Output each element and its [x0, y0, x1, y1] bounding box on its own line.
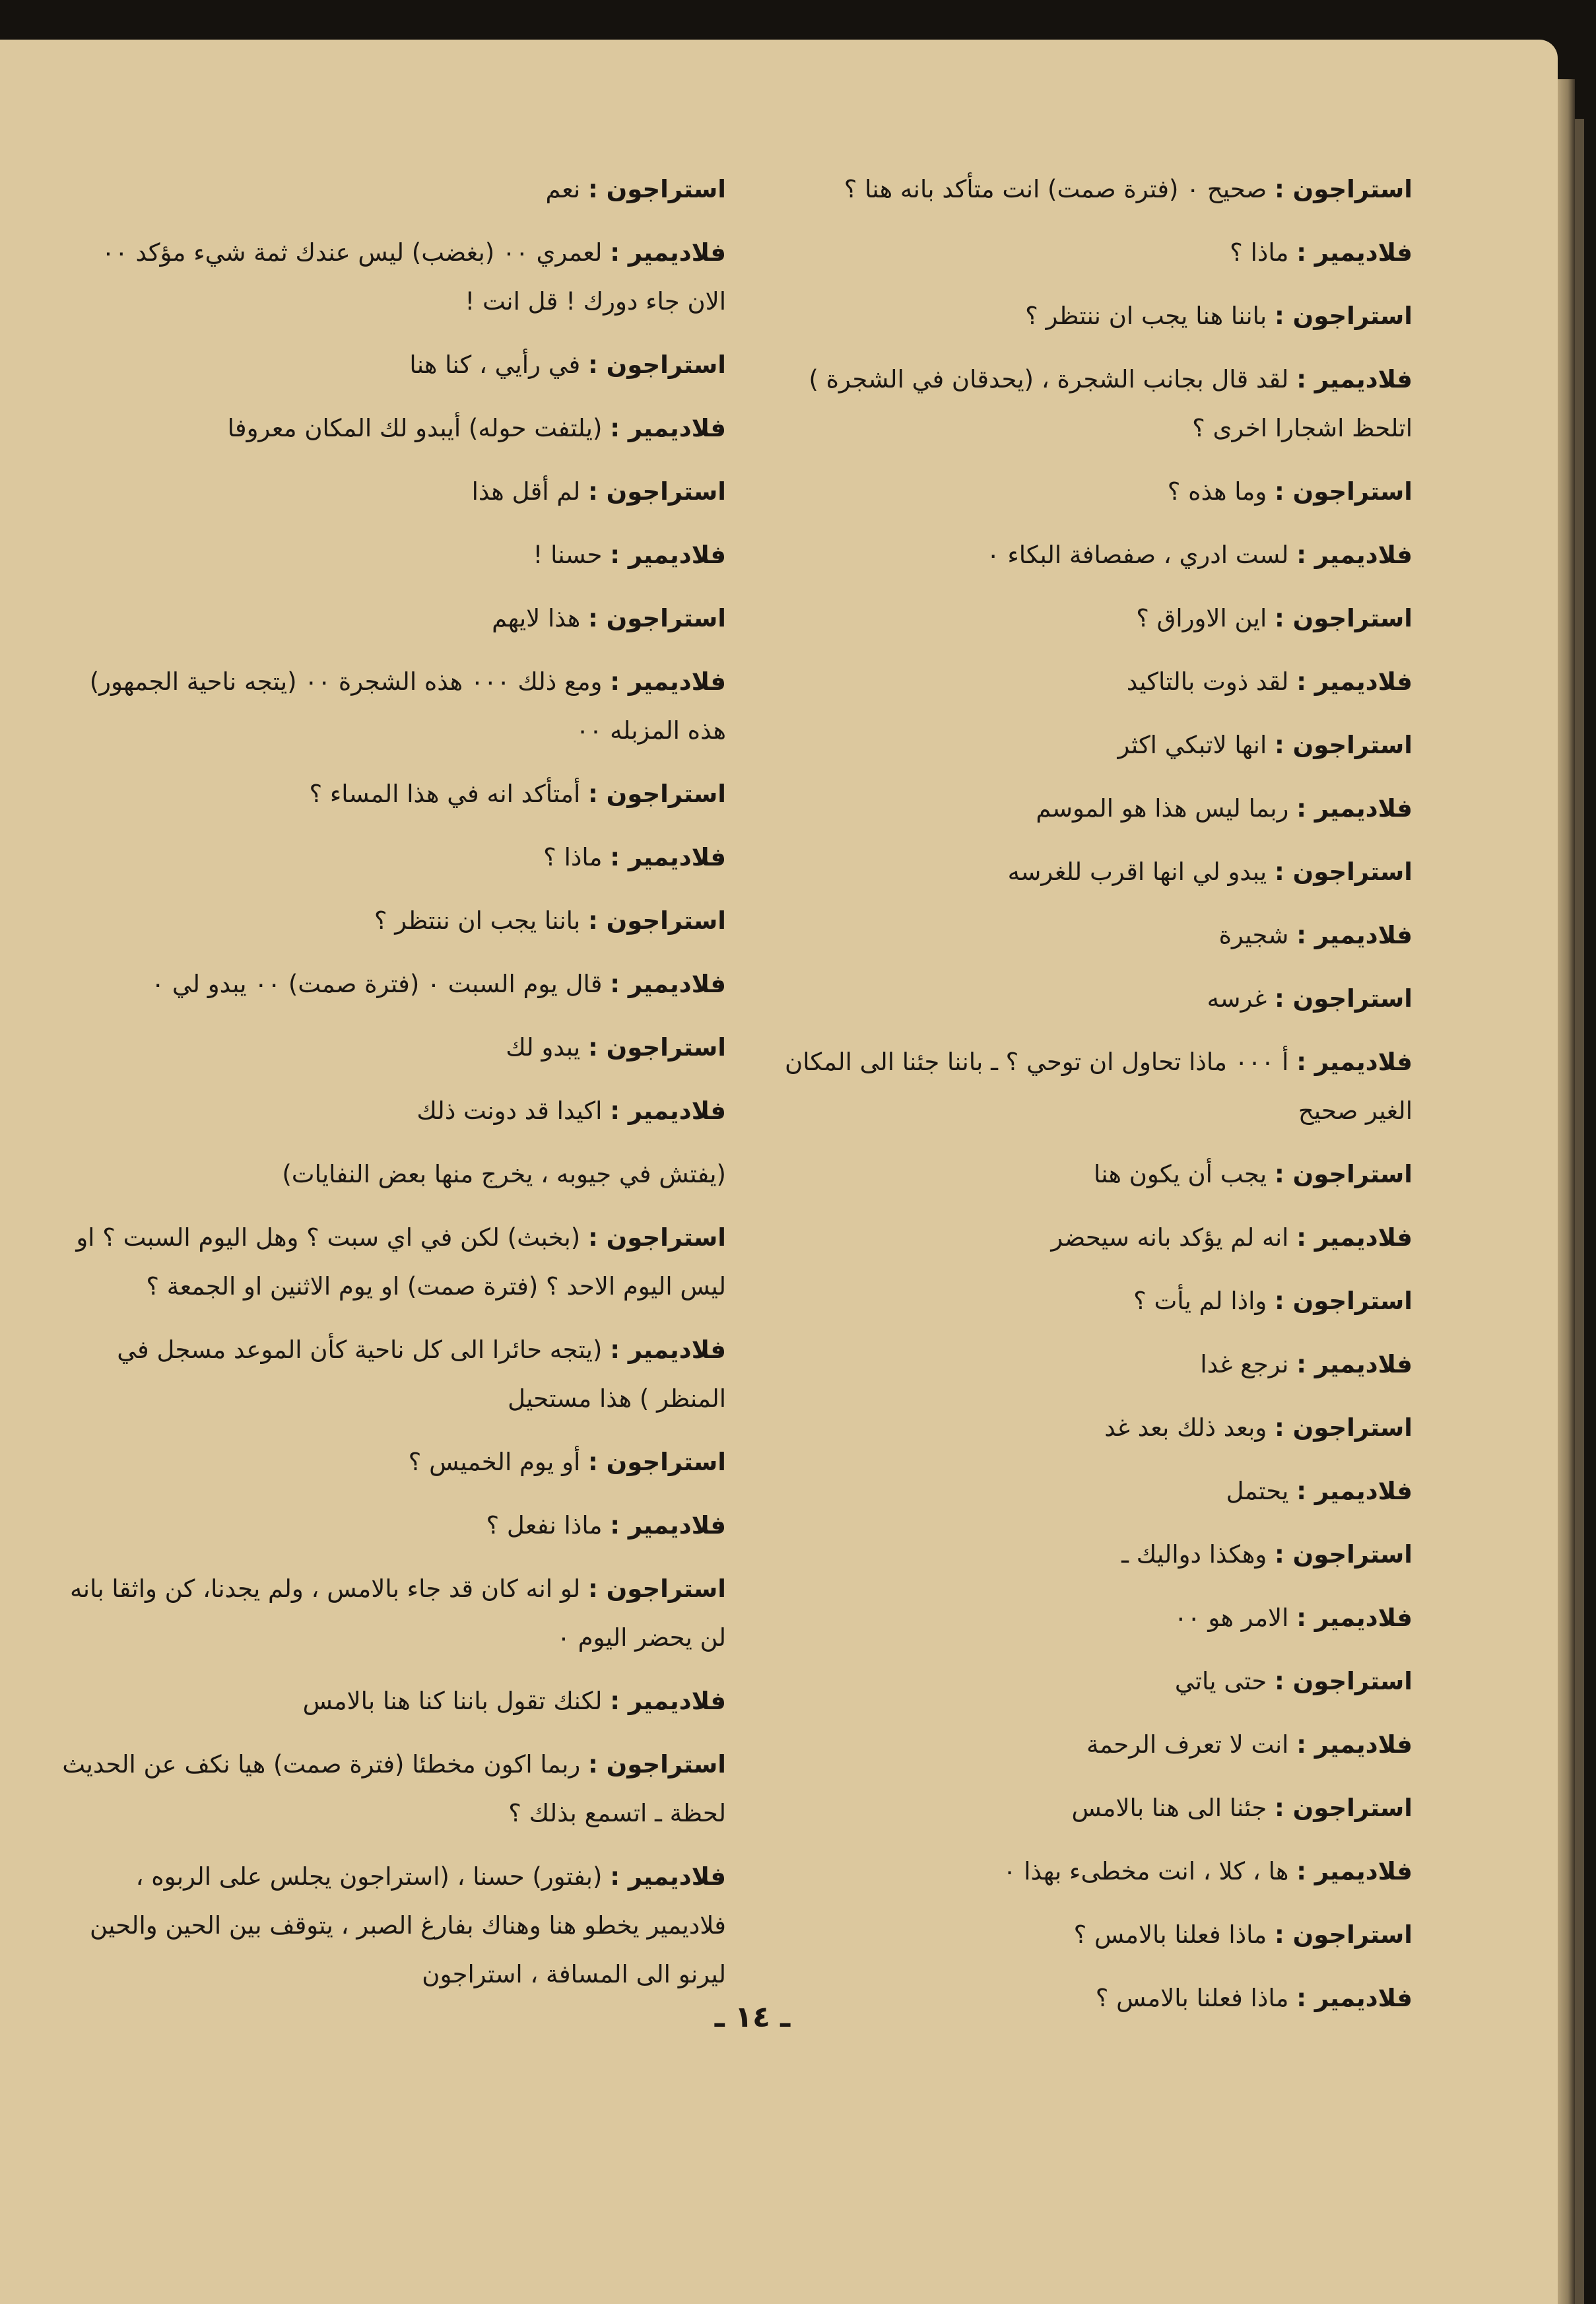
speaker-name: فلاديمير :	[1296, 794, 1413, 823]
line-text: يجب أن يكون هنا	[1094, 1160, 1267, 1188]
speaker-name: استراجون :	[588, 780, 726, 808]
dialogue-line	[766, 594, 1413, 643]
speaker-name: استراجون :	[1275, 1794, 1413, 1822]
speaker-name: فلاديمير :	[1296, 238, 1413, 267]
speaker-name: فلاديمير :	[1296, 1857, 1413, 1885]
speaker-name: فلاديمير :	[1296, 667, 1413, 696]
speaker-name: فلاديمير :	[1296, 1350, 1413, 1378]
line-text: (بخبث) لكن في اي سبت ؟ وهل اليوم السبت ؟ او ليس اليوم الاحد ؟ (فترة صمت) او يوم الاثنين او الجمعة ؟	[76, 1223, 726, 1301]
speaker-name: استراجون :	[1275, 604, 1413, 632]
line-text: اين الاوراق ؟	[1136, 604, 1267, 632]
line-text: انها لاتبكي اكثر	[1117, 731, 1267, 759]
speaker-name: فلاديمير :	[610, 541, 726, 569]
speaker-name: فلاديمير :	[1296, 1223, 1413, 1252]
dialogue-line	[59, 1565, 726, 1662]
line-text: يبدو لك	[506, 1033, 581, 1062]
stage-direction	[59, 1150, 726, 1199]
speaker-name: فلاديمير :	[1296, 1984, 1413, 2012]
dialogue-line	[59, 1023, 726, 1072]
line-text: لقد قال بجانب الشجرة ، (يحدقان في الشجرة ) اتلحظ اشجارا اخرى ؟	[809, 365, 1413, 442]
line-text: حتى ياتي	[1174, 1667, 1267, 1695]
left-column	[59, 165, 726, 2014]
speaker-name: فلاديمير :	[1296, 541, 1413, 569]
page-shadow	[1575, 119, 1584, 2304]
speaker-name: فلاديمير :	[1296, 1604, 1413, 1632]
page-number: ـ ١٤ ـ	[714, 2000, 791, 2034]
dialogue-line	[766, 531, 1413, 580]
dialogue-line	[766, 784, 1413, 833]
line-text: جئنا الى هنا بالامس	[1071, 1794, 1267, 1822]
dialogue-line	[766, 1720, 1413, 1769]
line-text: صحيح ٠ (فترة صمت) انت متأكد بانه هنا ؟	[844, 175, 1267, 203]
speaker-name: استراجون :	[588, 604, 726, 632]
speaker-name: فلاديمير :	[610, 414, 726, 442]
dialogue-line	[59, 1677, 726, 1726]
dialogue-line	[766, 1150, 1413, 1199]
line-text: لو انه كان قد جاء بالامس ، ولم يجدنا، كن واثقا بانه لن يحضر اليوم ٠	[69, 1575, 726, 1652]
dialogue-line	[59, 467, 726, 516]
line-text: الامر هو ٠٠	[1174, 1604, 1289, 1632]
line-text: لكنك تقول باننا كنا هنا بالامس	[302, 1687, 603, 1715]
line-text: أو يوم الخميس ؟	[408, 1448, 581, 1476]
line-text: وما هذه ؟	[1167, 477, 1267, 506]
speaker-name: فلاديمير :	[610, 1687, 726, 1715]
dialogue-line	[59, 960, 726, 1009]
line-text: في رأيي ، كنا هنا	[409, 351, 581, 379]
speaker-name: استراجون :	[588, 906, 726, 935]
dialogue-line	[59, 404, 726, 453]
line-text: انت لا تعرف الرحمة	[1086, 1730, 1289, 1759]
speaker-name: استراجون :	[1275, 175, 1413, 203]
speaker-name: استراجون :	[1275, 1160, 1413, 1188]
line-text: شجيرة	[1218, 921, 1289, 949]
dialogue-line	[766, 1038, 1413, 1135]
speaker-name: استراجون :	[1275, 1287, 1413, 1315]
dialogue-line	[59, 897, 726, 945]
line-text: (يفتش في جيوبه ، يخرج منها بعض النفايات)	[282, 1160, 726, 1188]
line-text: هذا لايهم	[492, 604, 581, 632]
line-text: لعمري ٠٠ (بغضب) ليس عندك ثمة شيء مؤكد ٠٠ الان جاء دورك ! قل انت !	[101, 238, 726, 316]
dialogue-line	[766, 1530, 1413, 1579]
speaker-name: استراجون :	[588, 351, 726, 379]
speaker-name: فلاديمير :	[610, 970, 726, 998]
speaker-name: استراجون :	[1275, 731, 1413, 759]
dialogue-line	[59, 1852, 726, 1999]
dialogue-line	[766, 1404, 1413, 1452]
speaker-name: فلاديمير :	[610, 1511, 726, 1540]
line-text: ربما اكون مخطئا (فترة صمت) هيا نكف عن الحديث لحظة ـ اتسمع بذلك ؟	[62, 1750, 726, 1827]
dialogue-line	[59, 833, 726, 882]
speaker-name: فلاديمير :	[610, 667, 726, 696]
speaker-name: فلاديمير :	[610, 1097, 726, 1125]
dialogue-line	[59, 341, 726, 390]
speaker-name: استراجون :	[588, 175, 726, 203]
dialogue-line	[766, 974, 1413, 1023]
dialogue-line	[59, 1326, 726, 1423]
speaker-name: استراجون :	[1275, 302, 1413, 330]
speaker-name: استراجون :	[1275, 1413, 1413, 1442]
dialogue-line	[766, 355, 1413, 453]
line-text: ماذا ؟	[543, 843, 603, 871]
dialogue-line	[59, 165, 726, 214]
dialogue-line	[766, 1467, 1413, 1516]
line-text: اكيدا قد دونت ذلك	[416, 1097, 603, 1125]
dialogue-line	[766, 1277, 1413, 1326]
dialogue-line	[766, 1847, 1413, 1896]
line-text: ومع ذلك ٠٠٠ هذه الشجرة ٠٠ (يتجه ناحية الجمهور) هذه المزبله ٠٠	[89, 667, 726, 745]
line-text: ماذا فعلنا بالامس ؟	[1095, 1984, 1289, 2012]
speaker-name: استراجون :	[588, 477, 726, 506]
speaker-name: استراجون :	[588, 1223, 726, 1252]
dialogue-line	[59, 770, 726, 819]
dialogue-line	[59, 1740, 726, 1838]
speaker-name: استراجون :	[1275, 1667, 1413, 1695]
speaker-name: فلاديمير :	[610, 1336, 726, 1364]
dialogue-line	[766, 1340, 1413, 1389]
line-text: ماذا فعلنا بالامس ؟	[1073, 1920, 1267, 1949]
line-text: لم أقل هذا	[471, 477, 581, 506]
line-text: نرجع غدا	[1200, 1350, 1289, 1378]
dialogue-line	[766, 1784, 1413, 1833]
speaker-name: فلاديمير :	[610, 1862, 726, 1891]
line-text: وبعد ذلك بعد غد	[1104, 1413, 1267, 1442]
dialogue-line	[766, 1974, 1413, 2023]
line-text: وهكذا دواليك ـ	[1121, 1540, 1267, 1569]
line-text: حسنا !	[533, 541, 603, 569]
dialogue-line	[766, 1657, 1413, 1706]
line-text: يبدو لي انها اقرب للغرسه	[1007, 858, 1267, 886]
line-text: واذا لم يأت ؟	[1133, 1287, 1267, 1315]
dialogue-line	[59, 1438, 726, 1487]
line-text: أمتأكد انه في هذا المساء ؟	[309, 780, 581, 808]
dialogue-line	[766, 911, 1413, 960]
line-text: قال يوم السبت ٠ (فترة صمت) ٠٠ يبدو لي ٠	[151, 970, 603, 998]
right-column	[766, 165, 1413, 2037]
dialogue-line	[59, 658, 726, 755]
line-text: ربما ليس هذا هو الموسم	[1036, 794, 1289, 823]
dialogue-line	[766, 1911, 1413, 1959]
speaker-name: استراجون :	[1275, 1920, 1413, 1949]
dialogue-line	[766, 658, 1413, 706]
dialogue-line	[766, 721, 1413, 770]
line-text: (يلتفت حوله) أيبدو لك المكان معروفا	[227, 414, 603, 442]
line-text: ها ، كلا ، انت مخطىء بهذا ٠	[1003, 1857, 1289, 1885]
speaker-name: فلاديمير :	[1296, 1048, 1413, 1076]
dialogue-line	[59, 1087, 726, 1135]
dialogue-line	[59, 1501, 726, 1550]
dialogue-line	[766, 228, 1413, 277]
dialogue-line	[766, 292, 1413, 341]
speaker-name: استراجون :	[1275, 858, 1413, 886]
speaker-name: استراجون :	[1275, 984, 1413, 1013]
speaker-name: استراجون :	[588, 1448, 726, 1476]
dialogue-line	[59, 228, 726, 326]
speaker-name: استراجون :	[588, 1033, 726, 1062]
line-text: باننا هنا يجب ان ننتظر ؟	[1025, 302, 1267, 330]
line-text: ماذا نفعل ؟	[486, 1511, 603, 1540]
speaker-name: استراجون :	[588, 1575, 726, 1603]
speaker-name: استراجون :	[588, 1750, 726, 1779]
dialogue-line	[766, 848, 1413, 897]
line-text: لقد ذوت بالتاكيد	[1126, 667, 1289, 696]
speaker-name: فلاديمير :	[610, 238, 726, 267]
line-text: نعم	[545, 175, 581, 203]
speaker-name: استراجون :	[1275, 477, 1413, 506]
line-text: ماذا ؟	[1230, 238, 1289, 267]
dialogue-line	[766, 467, 1413, 516]
speaker-name: فلاديمير :	[610, 843, 726, 871]
line-text: (بفتور) حسنا ، (استراجون يجلس على الربوه ، فلاديمير يخطو هنا وهناك بفارغ الصبر ، يتوقف بين الحين والحين ليرنو الى المسافة ، استراجون	[89, 1862, 726, 1988]
dialogue-line	[59, 1213, 726, 1311]
line-text: أ ٠٠٠ ماذا تحاول ان توحي ؟ ـ باننا جئنا الى المكان الغير صحيح	[785, 1048, 1413, 1125]
line-text: لست ادري ، صفصافة البكاء ٠	[986, 541, 1289, 569]
line-text: انه لم يؤكد بانه سيحضر	[1051, 1223, 1289, 1252]
line-text: باننا يجب ان ننتظر ؟	[374, 906, 581, 935]
dialogue-line	[59, 531, 726, 580]
line-text: (يتجه حائرا الى كل ناحية كأن الموعد مسجل في المنظر ) هذا مستحيل	[117, 1336, 726, 1413]
speaker-name: فلاديمير :	[1296, 1477, 1413, 1505]
line-text: غرسه	[1207, 984, 1267, 1013]
dialogue-line	[766, 1594, 1413, 1643]
line-text: يحتمل	[1226, 1477, 1289, 1505]
speaker-name: فلاديمير :	[1296, 921, 1413, 949]
speaker-name: فلاديمير :	[1296, 1730, 1413, 1759]
speaker-name: فلاديمير :	[1296, 365, 1413, 393]
dialogue-line	[59, 594, 726, 643]
dialogue-line	[766, 1213, 1413, 1262]
page-edge	[1558, 79, 1575, 2304]
dialogue-line	[766, 165, 1413, 214]
speaker-name: استراجون :	[1275, 1540, 1413, 1569]
